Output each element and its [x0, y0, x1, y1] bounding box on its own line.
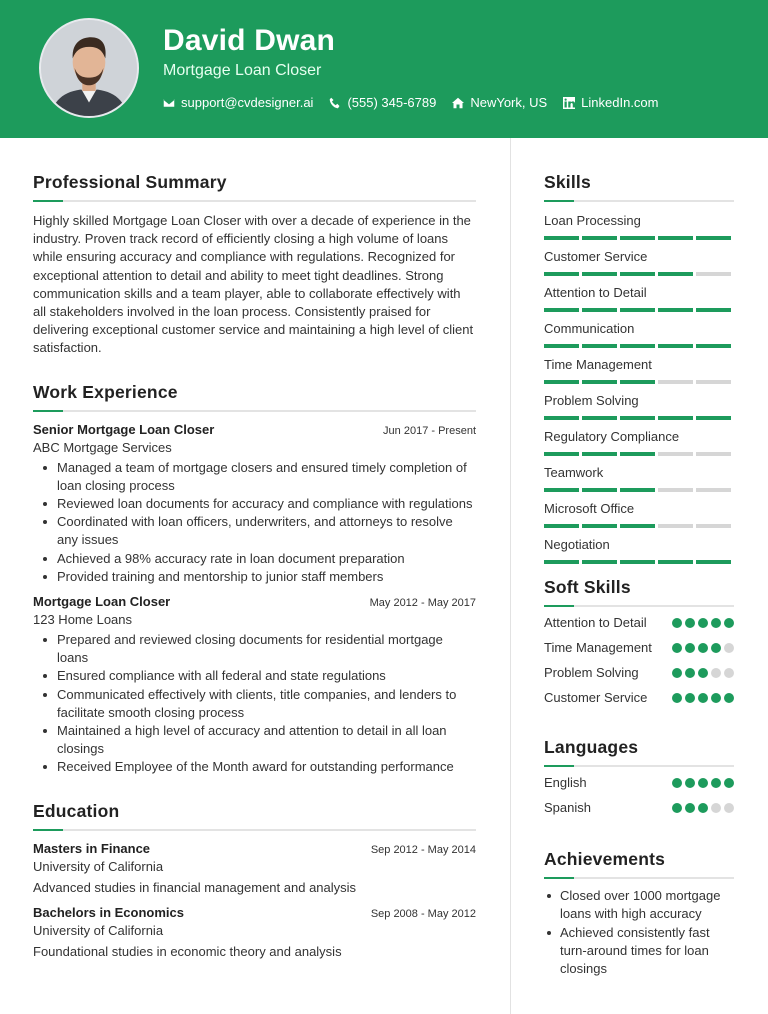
skill-level-bar	[544, 416, 734, 420]
skill-level-segment	[582, 236, 617, 240]
rating-dots	[672, 668, 734, 678]
rating-name: Spanish	[544, 800, 591, 815]
skill-level-segment	[620, 452, 655, 456]
degree-title: Bachelors in Economics	[33, 904, 184, 920]
home-icon	[452, 97, 464, 109]
contact-email[interactable]	[163, 95, 313, 110]
rating-dots	[672, 778, 734, 788]
contact-linkedin[interactable]	[563, 95, 658, 110]
degree-title: Masters in Finance	[33, 840, 151, 856]
skill-name: Communication	[544, 321, 635, 336]
soft-skills-list	[544, 614, 734, 707]
rating-dot	[698, 803, 708, 813]
contact-location	[452, 95, 547, 110]
education-description: Advanced studies in financial management and analysis	[33, 879, 357, 895]
skill-level-segment	[658, 452, 693, 456]
education-description: Foundational studies in economic theory and analysis	[33, 943, 342, 959]
skill-name: Teamwork	[544, 465, 604, 480]
list-item: Communicated effectively with clients, title companies, and lenders to facilitate smooth closing process	[33, 686, 476, 722]
rating-dot	[724, 618, 734, 628]
list-item: Coordinated with loan officers, underwriters, and attorneys to resolve any issues	[33, 513, 476, 549]
skill-item	[544, 429, 734, 456]
rating-dot	[685, 803, 695, 813]
skill-level-segment	[696, 380, 731, 384]
education-date: Sep 2008 - May 2012	[370, 907, 476, 920]
section-rule	[544, 877, 734, 879]
skill-level-segment	[582, 416, 617, 420]
skill-level-segment	[544, 380, 579, 384]
rating-name: Time Management	[544, 640, 652, 655]
rating-dot	[672, 693, 682, 703]
skill-level-segment	[582, 344, 617, 348]
list-item: Prepared and reviewed closing documents for residential mortgage loans	[33, 631, 476, 667]
skill-item	[544, 465, 734, 492]
skill-level-segment	[658, 344, 693, 348]
list-item: Managed a team of mortgage closers and ensured timely completion of loan closing process	[33, 459, 476, 495]
job-bullets	[33, 459, 476, 586]
rating-dot	[711, 668, 721, 678]
job-bullets	[33, 631, 476, 777]
main-column	[33, 172, 476, 959]
rating-dot	[685, 693, 695, 703]
rating-dot	[672, 803, 682, 813]
languages-list	[544, 774, 734, 817]
profile-photo	[39, 18, 139, 118]
rating-dot	[685, 668, 695, 678]
skill-level-segment	[658, 380, 693, 384]
rating-dot	[685, 778, 695, 788]
rating-dot	[698, 778, 708, 788]
skill-level-segment	[544, 560, 579, 564]
section-title: Education	[33, 800, 120, 821]
skill-level-segment	[544, 272, 579, 276]
skill-level-segment	[620, 524, 655, 528]
school-name: University of California	[33, 922, 164, 938]
skill-level-segment	[620, 308, 655, 312]
skill-level-segment	[696, 272, 731, 276]
rating-dot	[724, 668, 734, 678]
job-entry	[33, 594, 476, 777]
skill-level-bar	[544, 344, 734, 348]
skill-level-segment	[696, 560, 731, 564]
skill-level-segment	[544, 452, 579, 456]
rating-dot	[724, 643, 734, 653]
rating-dot	[672, 668, 682, 678]
skill-level-bar	[544, 452, 734, 456]
section-title: Professional Summary	[33, 172, 227, 192]
summary-section	[33, 172, 476, 358]
rating-name: Attention to Detail	[544, 615, 647, 630]
rating-dot	[685, 618, 695, 628]
rating-dot	[685, 643, 695, 653]
skill-name: Problem Solving	[544, 393, 639, 408]
list-item: Maintained a high level of accuracy and attention to detail in all loan closings	[33, 722, 476, 758]
skill-level-bar	[544, 272, 734, 276]
work-section	[33, 382, 476, 777]
skill-item	[544, 501, 734, 528]
side-column	[544, 172, 734, 978]
rating-dot	[698, 618, 708, 628]
rating-name: Problem Solving	[544, 665, 639, 680]
section-title: Work Experience	[33, 381, 178, 402]
skill-level-segment	[658, 524, 693, 528]
skill-level-segment	[696, 236, 731, 240]
list-item: Reviewed loan documents for accuracy and compliance with regulations	[33, 495, 476, 513]
skill-level-segment	[658, 560, 693, 564]
skill-level-segment	[544, 416, 579, 420]
skill-level-bar	[544, 380, 734, 384]
education-date: Sep 2012 - May 2014	[370, 843, 476, 856]
rating-name: English	[544, 775, 587, 790]
skill-name: Microsoft Office	[544, 501, 635, 516]
column-divider	[510, 138, 511, 1014]
rating-dot	[711, 693, 721, 703]
contact-location-text: NewYork, US	[470, 95, 548, 110]
skill-name: Regulatory Compliance	[544, 429, 680, 444]
rating-dot	[672, 643, 682, 653]
list-item: Closed over 1000 mortgage loans with high accuracy	[544, 887, 734, 923]
linkedin-icon	[563, 97, 575, 109]
list-item: Achieved consistently fast turn-around times for loan closings	[544, 924, 734, 978]
rating-dot	[672, 778, 682, 788]
skill-level-segment	[696, 344, 731, 348]
section-title: Soft Skills	[544, 577, 631, 597]
rating-item	[544, 774, 734, 792]
person-photo-icon	[41, 20, 137, 116]
resume-header	[0, 0, 768, 138]
list-item: Provided training and mentorship to junior staff members	[33, 568, 476, 586]
job-title: Senior Mortgage Loan Closer	[33, 421, 215, 437]
skill-level-segment	[544, 524, 579, 528]
rating-dot	[711, 803, 721, 813]
skill-name: Customer Service	[544, 249, 648, 264]
skill-level-segment	[620, 344, 655, 348]
skill-item	[544, 249, 734, 276]
skill-level-segment	[696, 308, 731, 312]
skill-name: Attention to Detail	[544, 285, 647, 300]
rating-item	[544, 664, 734, 682]
section-title: Languages	[544, 737, 639, 757]
skills-list	[544, 213, 734, 564]
skill-level-segment	[582, 560, 617, 564]
rating-item	[544, 799, 734, 817]
list-item: Ensured compliance with all federal and state regulations	[33, 667, 476, 685]
section-rule	[33, 200, 476, 202]
section-rule	[33, 410, 476, 412]
achievements-list	[544, 887, 734, 978]
rating-dot	[724, 693, 734, 703]
skill-item	[544, 393, 734, 420]
skill-item	[544, 357, 734, 384]
education-entry	[33, 905, 476, 959]
skill-level-segment	[620, 560, 655, 564]
skill-level-segment	[544, 308, 579, 312]
list-item: Received Employee of the Month award for outstanding performance	[33, 758, 476, 776]
skill-level-segment	[544, 236, 579, 240]
rating-dot	[672, 618, 682, 628]
skill-level-segment	[582, 308, 617, 312]
rating-dots	[672, 618, 734, 628]
job-date: Jun 2017 - Present	[383, 424, 476, 437]
rating-name: Customer Service	[544, 690, 648, 705]
skill-item	[544, 285, 734, 312]
skill-level-segment	[620, 236, 655, 240]
job-date: May 2012 - May 2017	[369, 597, 476, 610]
skill-level-segment	[620, 380, 655, 384]
rating-item	[544, 614, 734, 632]
rating-dot	[698, 668, 708, 678]
skill-level-segment	[582, 380, 617, 384]
job-title: Mortgage Loan Closer	[33, 594, 171, 610]
candidate-name: David Dwan	[163, 24, 336, 57]
skill-level-segment	[582, 452, 617, 456]
rating-dot	[724, 803, 734, 813]
rating-dot	[711, 643, 721, 653]
section-title: Achievements	[544, 849, 666, 869]
rating-dot	[698, 643, 708, 653]
languages-section	[544, 737, 734, 817]
education-section	[33, 801, 476, 959]
section-title: Skills	[544, 172, 591, 192]
achievements-section	[544, 849, 734, 978]
skill-level-segment	[544, 488, 579, 492]
skill-level-bar	[544, 524, 734, 528]
phone-icon	[329, 97, 341, 109]
rating-dots	[672, 643, 734, 653]
skill-level-segment	[620, 488, 655, 492]
skill-name: Negotiation	[544, 537, 610, 552]
contact-phone-text: (555) 345-6789	[347, 95, 437, 110]
rating-dots	[672, 693, 734, 703]
contact-list	[163, 95, 659, 110]
skill-name: Time Management	[544, 357, 652, 372]
section-rule	[544, 765, 734, 767]
job-company: ABC Mortgage Services	[33, 439, 172, 455]
skill-level-segment	[620, 272, 655, 276]
skill-level-segment	[696, 416, 731, 420]
list-item: Achieved a 98% accuracy rate in loan document preparation	[33, 550, 476, 568]
candidate-role: Mortgage Loan Closer	[163, 62, 322, 79]
skill-level-bar	[544, 236, 734, 240]
section-rule	[544, 605, 734, 607]
rating-item	[544, 639, 734, 657]
education-entry	[33, 841, 476, 895]
skill-level-segment	[658, 272, 693, 276]
job-entry	[33, 422, 476, 586]
school-name: University of California	[33, 858, 164, 874]
skill-level-segment	[658, 416, 693, 420]
rating-dot	[711, 618, 721, 628]
skill-level-segment	[620, 416, 655, 420]
contact-linkedin-text: LinkedIn.com	[581, 95, 659, 110]
skill-level-segment	[696, 452, 731, 456]
skill-level-segment	[658, 488, 693, 492]
skills-section	[544, 172, 734, 564]
rating-dots	[672, 803, 734, 813]
skill-level-segment	[582, 488, 617, 492]
skill-level-segment	[582, 272, 617, 276]
rating-item	[544, 689, 734, 707]
skill-item	[544, 537, 734, 564]
skill-item	[544, 213, 734, 240]
section-rule	[33, 829, 476, 831]
section-rule	[544, 200, 734, 202]
skill-level-segment	[696, 488, 731, 492]
summary-text: Highly skilled Mortgage Loan Closer with over a decade of experience in the industry. Proven track record of efficiently closing a high volume of loans while ensuring accuracy and compliance with regulations. Recognized for exceptional attention to detail and ability to meet tight deadlines. Strong communication skills and a team player, able to collaborate effectively with all stakeholders involved in the loan process. Consistently praised for delivering exceptional customer service and maintaining a high level of client satisfaction.	[33, 213, 474, 356]
skill-level-segment	[658, 308, 693, 312]
skill-level-bar	[544, 308, 734, 312]
skill-name: Loan Processing	[544, 213, 641, 228]
skill-item	[544, 321, 734, 348]
contact-email-text: support@cvdesigner.ai	[181, 95, 314, 110]
rating-dot	[698, 693, 708, 703]
envelope-icon	[163, 97, 175, 109]
rating-dot	[724, 778, 734, 788]
skill-level-segment	[582, 524, 617, 528]
rating-dot	[711, 778, 721, 788]
skill-level-segment	[696, 524, 731, 528]
soft-skills-section	[544, 577, 734, 707]
skill-level-bar	[544, 560, 734, 564]
contact-phone[interactable]	[329, 95, 436, 110]
job-company: 123 Home Loans	[33, 612, 133, 628]
skill-level-bar	[544, 488, 734, 492]
skill-level-segment	[544, 344, 579, 348]
skill-level-segment	[658, 236, 693, 240]
